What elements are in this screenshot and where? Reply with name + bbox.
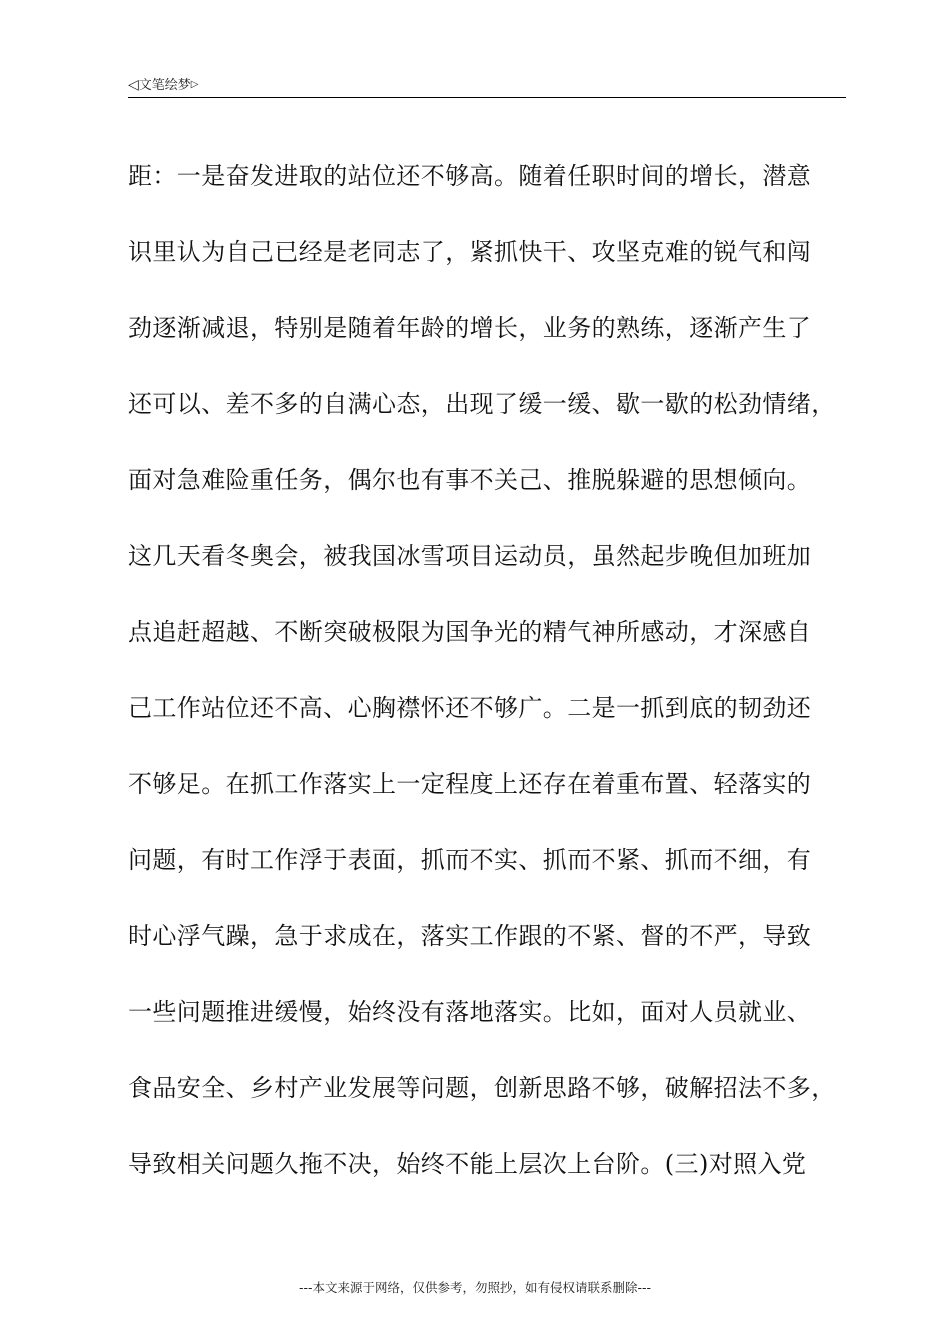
text-line: 这几天看冬奥会，被我国冰雪项目运动员，虽然起步晚但加班加 <box>128 542 812 570</box>
text-line: 点追赶超越、不断突破极限为国争光的精气神所感动，才深感自 <box>128 618 812 646</box>
left-triangle-icon: ◁ <box>128 77 139 93</box>
text-line: 面对急难险重任务，偶尔也有事不关己、推脱躲避的思想倾向。 <box>128 466 812 494</box>
text-line: 劲逐渐减退，特别是随着年龄的增长，业务的熟练，逐渐产生了 <box>128 314 812 342</box>
text-line: 识里认为自己已经是老同志了，紧抓快干、攻坚克难的锐气和闯 <box>128 238 812 266</box>
text-line: 食品安全、乡村产业发展等问题，创新思路不够，破解招法不多， <box>128 1074 836 1102</box>
text-line: 距：一是奋发进取的站位还不够高。随着任职时间的增长，潜意 <box>128 162 812 190</box>
text-line: 问题，有时工作浮于表面，抓而不实、抓而不紧、抓而不细，有 <box>128 846 812 874</box>
text-line: 导致相关问题久拖不决，始终不能上层次上台阶。(三)对照入党 <box>128 1150 807 1178</box>
header-brand <box>128 74 199 93</box>
text-line: 时心浮气躁，急于求成在，落实工作跟的不紧、督的不严，导致 <box>128 922 812 950</box>
header-title: 文笔绘梦 <box>138 78 191 93</box>
text-line: 己工作站位还不高、心胸襟怀还不够广。二是一抓到底的韧劲还 <box>128 694 812 722</box>
text-line: 还可以、差不多的自满心态，出现了缓一缓、歇一歇的松劲情绪， <box>128 390 836 418</box>
text-line: 不够足。在抓工作落实上一定程度上还存在着重布置、轻落实的 <box>128 770 812 798</box>
text-line: 一些问题推进缓慢，始终没有落地落实。比如，面对人员就业、 <box>128 998 812 1026</box>
right-triangle-icon: ▷ <box>190 79 199 90</box>
page-header <box>128 70 846 98</box>
page-footer: ---本文来源于网络，仅供参考，勿照抄，如有侵权请联系删除--- <box>298 1280 652 1295</box>
